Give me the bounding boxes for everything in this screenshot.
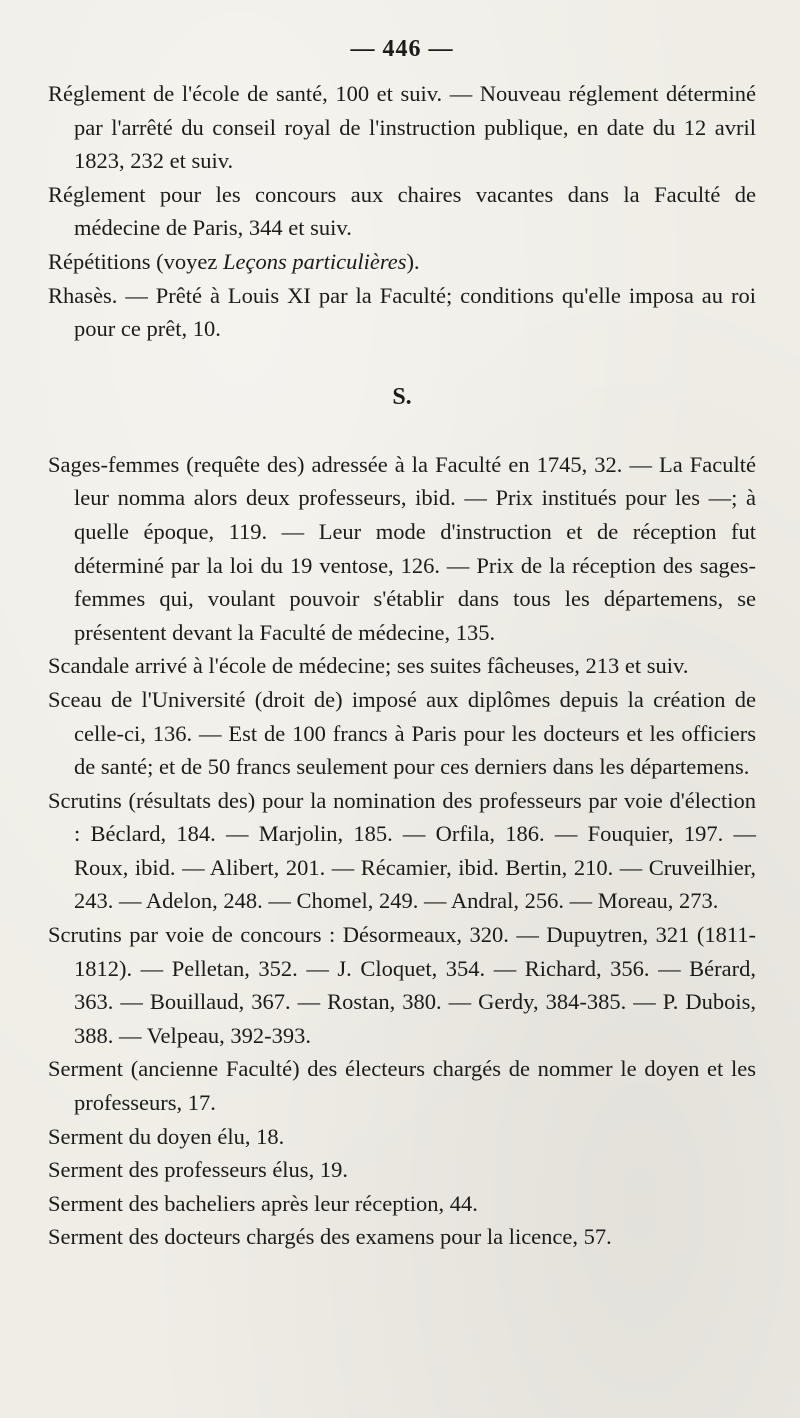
index-entry: Rhasès. — Prêté à Louis XI par la Faculté; conditions qu'elle imposa au roi pour ce prêt, 10. [48,282,756,342]
index-entry: Sages-femmes (requête des) adressée à la Faculté en 1745, 32. — La Faculté leur nomma alors deux professeurs, ibid. — Prix institués pour les —; à quelle époque, 119. — Leur mode d'instruction et de réception fut déterminé par la loi du 19 ventose, 126. — Prix de la réception des sages-femmes qui, voulant pouvoir s'établir dans tous les départemens, se présentent devant la Faculté de médecine, 135. [48,451,756,645]
index-entry: Serment des professeurs élus, 19. [48,1157,348,1183]
index-entry: Scandale arrivé à l'école de médecine; ses suites fâcheuses, 213 et suiv. [48,653,689,679]
index-entry: Serment du doyen élu, 18. [48,1123,285,1149]
index-entry [48,245,756,279]
entry-text: ). [406,248,420,274]
index-entry: Scrutins (résultats des) pour la nomination des professeurs par voie d'élection : Béclard, 184. — Marjolin, 185. — Orfila, 186. — Fouquier, 197. — Roux, ibid. — Alibert, 201. — Récamier, ibid. Bertin, 210. — Cruveilhier, 243. — Adelon, 248. — Chomel, 249. — Andral, 256. — Moreau, 273. [48,787,756,914]
index-entry: Scrutins par voie de concours : Désormeaux, 320. — Dupuytren, 321 (1811-1812). — Pelletan, 352. — J. Cloquet, 354. — Richard, 356. — Bérard, 363. — Bouillaud, 367. — Rostan, 380. — Gerdy, 384-385. — P. Dubois, 388. — Velpeau, 392-393. [48,922,756,1048]
index-entry: Serment des bacheliers après leur réception, 44. [48,1190,478,1216]
index-entry: Sceau de l'Université (droit de) imposé aux diplômes depuis la création de celle-ci, 136. — Est de 100 francs à Paris pour les docteurs et les officiers de santé; et de 50 francs seulement pour ces derniers dans les départemens. [48,686,756,780]
index-entry: Réglement pour les concours aux chaires vacantes dans la Faculté de médecine de Paris, 344 et suiv. [48,181,756,241]
section-letter: S. [392,383,412,410]
entry-text: Répétitions (voyez [48,248,223,274]
entry-italic-text: Leçons particulières [222,248,407,274]
index-entries-s [48,448,756,1254]
index-entries-r [48,77,756,346]
index-entry: Serment (ancienne Faculté) des électeurs chargés de nommer le doyen et les professeurs, 17. [48,1056,756,1116]
index-entry: Serment des docteurs chargés des examens pour la licence, 57. [48,1224,612,1250]
index-entry: Réglement de l'école de santé, 100 et suiv. — Nouveau réglement déterminé par l'arrêté du conseil royal de l'instruction publique, en date du 12 avril 1823, 232 et suiv. [48,81,756,174]
page-number: — 446 — [350,36,454,62]
